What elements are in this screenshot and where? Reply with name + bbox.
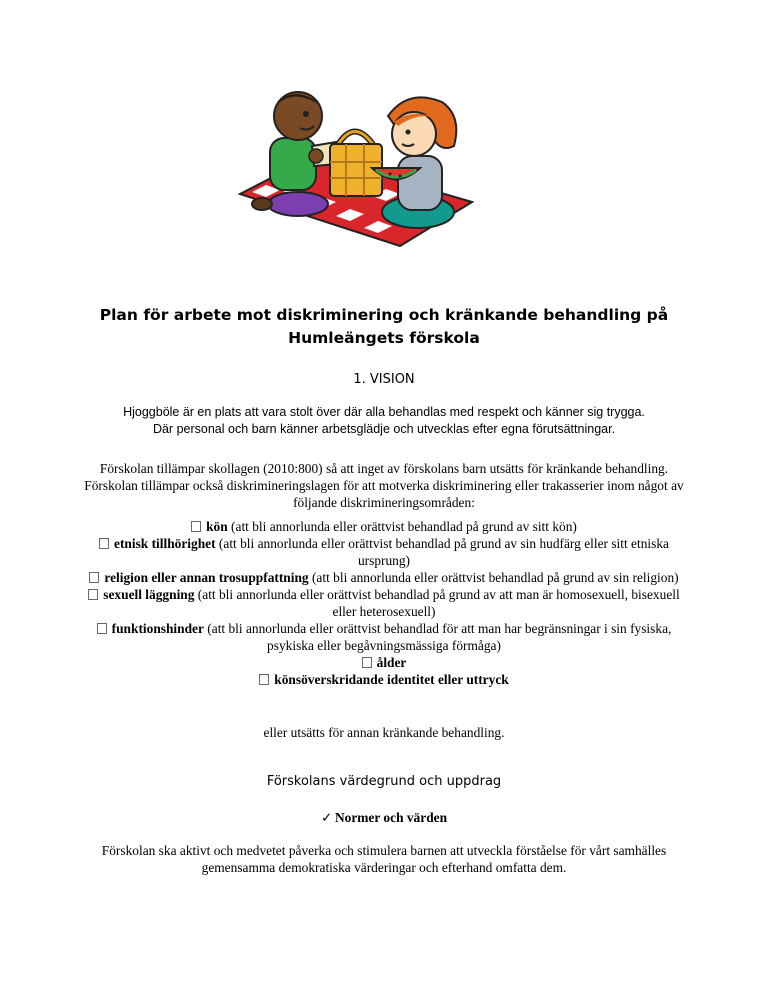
list-item: [80, 518, 688, 535]
checkbox-bullet-icon: [99, 538, 109, 549]
ground-term: etnisk tillhörighet: [114, 536, 216, 551]
vision-line-2: Där personal och barn känner arbetsglädje och utvecklas efter egna förutsättningar.: [152, 422, 616, 436]
checkbox-bullet-icon: [259, 674, 269, 685]
discrimination-grounds-list: [80, 518, 688, 688]
list-item: [80, 586, 688, 620]
subheading-norms: [0, 809, 768, 826]
picnic-children-illustration: [222, 86, 474, 248]
ground-explanation: (att bli annorlunda eller orättvist behandlad på grund av sitt kön): [227, 519, 577, 534]
list-item: [80, 535, 688, 569]
ground-term: religion eller annan trosuppfattning: [104, 570, 309, 585]
list-item: [80, 620, 688, 654]
ground-term: funktionshinder: [111, 621, 204, 636]
closing-paragraph: Förskolan ska aktivt och medvetet påverka och stimulera barnen att utveckla förståelse för vårt samhälles gemensamma demokratiska värderingar och efterhand omfatta dem.: [101, 843, 667, 875]
ground-term: sexuell läggning: [103, 587, 195, 602]
checkbox-bullet-icon: [88, 589, 98, 600]
vision-statement: [70, 404, 698, 438]
document-title: [60, 304, 708, 350]
section-heading-vision: 1. VISION: [353, 372, 415, 387]
list-item: [80, 654, 688, 671]
list-item: [80, 671, 688, 688]
checkbox-bullet-icon: [89, 572, 99, 583]
checkmark-bullet-icon: ✓: [320, 810, 333, 825]
ground-explanation: (att bli annorlunda eller orättvist behandlad på grund av sin hudfärg eller sitt etniska ursprung): [215, 536, 669, 568]
intro-paragraph: Förskolan tillämpar skollagen (2010:800) så att inget av förskolans barn utsätts för kränkande behandling. Förskolan tillämpar också diskrimineringslagen för att motverka diskriminering eller trakasserier inom något av följande diskrimineringsområden:: [84, 461, 684, 510]
section-heading-values: Förskolans värdegrund och uppdrag: [266, 774, 502, 789]
ground-explanation: (att bli annorlunda eller orättvist behandlad på grund av sin religion): [308, 570, 679, 585]
checkbox-bullet-icon: [362, 657, 372, 668]
ground-term: kön: [206, 519, 228, 534]
list-item: [80, 569, 688, 586]
title-line-1: Plan för arbete mot diskriminering och kränkande behandling på: [99, 306, 669, 324]
title-line-2: Humleängets förskola: [288, 329, 480, 347]
ground-explanation: (att bli annorlunda eller orättvist behandlad för att man har begränsningar i sin fysiska, psykiska eller begåvningsmässiga förmåga): [203, 621, 672, 653]
checkbox-bullet-icon: [97, 623, 107, 634]
other-treatment-text: eller utsätts för annan kränkande behandling.: [263, 725, 505, 740]
checkbox-bullet-icon: [191, 521, 201, 532]
ground-term: könsöverskridande identitet eller uttryck: [274, 672, 509, 687]
subheading-label: Normer och värden: [334, 810, 448, 825]
ground-term: ålder: [376, 655, 407, 670]
vision-line-1: Hjoggböle är en plats att vara stolt över där alla behandlas med respekt och känner sig trygga.: [123, 405, 645, 419]
ground-explanation: (att bli annorlunda eller orättvist behandlad på grund av att man är homosexuell, bisexuell eller heterosexuell): [194, 587, 680, 619]
